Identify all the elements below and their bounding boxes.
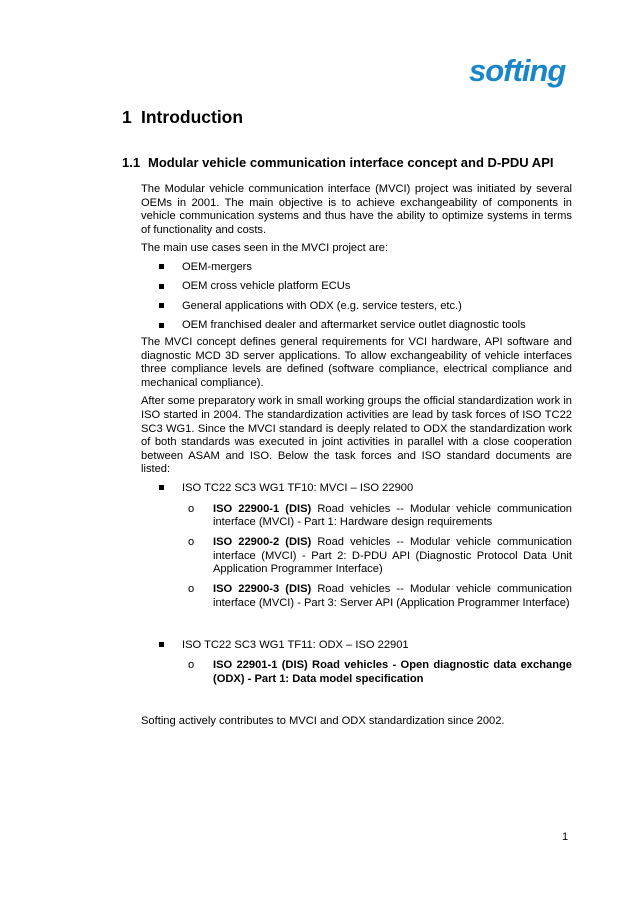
- logo-text: softing: [469, 53, 566, 88]
- subsection-heading: [122, 155, 553, 170]
- iso-document-item: [141, 503, 572, 530]
- softing-logo: [466, 52, 574, 92]
- bullet-icon: [159, 303, 164, 308]
- body-text: [141, 183, 572, 733]
- iso-document-list: [141, 503, 572, 611]
- iso-document-title: Road vehicles -- Modular vehicle communication interface (MVCI) - Part 3: Server API (Application Programmer Interface): [213, 583, 572, 609]
- iso-document-list: [141, 659, 572, 686]
- bullet-icon: [159, 264, 164, 269]
- list-item: OEM franchised dealer and aftermarket service outlet diagnostic tools: [141, 319, 572, 333]
- iso-document-title: Road vehicles -- Modular vehicle communication interface (MVCI) - Part 1: Hardware design requirements: [213, 502, 572, 529]
- iso-document-title: Road vehicles - Open diagnostic data exchange (ODX) - Part 1: Data model specification: [213, 659, 572, 685]
- iso-document-id: ISO 22900-1 (DIS): [213, 502, 312, 515]
- page-number: 1: [562, 831, 569, 843]
- paragraph-intro: The Modular vehicle communication interface (MVCI) project was initiated by several OEMs in 2001. The main objective is to achieve exchangeability of components in vehicle communication systems and thus have the ability to optimize systems in terms of functionality and costs.: [141, 183, 572, 236]
- bullet-icon: [159, 284, 164, 289]
- sub-bullet-icon: o: [188, 502, 195, 515]
- bullet-icon: [159, 485, 164, 490]
- paragraph-standardization: After some preparatory work in small working groups the official standardization work in ISO started in 2004. The standardization activities are lead by task forces of ISO TC22 SC3 WG1. Since the MVCI standard is deeply related to ODX the standardization work of both standards was executed in joint activities in parallel with a close cooperation between ASAM and ISO. Below the task forces and ISO standard documents are listed:: [141, 395, 572, 476]
- list-item: OEM-mergers: [141, 261, 572, 275]
- iso-document-item: [141, 536, 572, 577]
- paragraph-use-cases-lead: The main use cases seen in the MVCI project are:: [141, 242, 389, 255]
- iso-document-id: ISO 22900-3 (DIS): [213, 583, 312, 596]
- sub-bullet-icon: o: [188, 536, 195, 549]
- bullet-icon: [159, 323, 164, 328]
- iso-document-item: [141, 583, 572, 610]
- paragraph-closing: Softing actively contributes to MVCI and ODX standardization since 2002.: [141, 714, 505, 727]
- subsection-title: Modular vehicle communication interface concept and D-PDU API: [148, 155, 554, 170]
- section-title: Introduction: [141, 107, 244, 127]
- iso-document-id: ISO 22901-1 (DIS): [213, 659, 308, 672]
- bullet-icon: [159, 642, 164, 647]
- list-item: General applications with ODX (e.g. service testers, etc.): [141, 300, 572, 314]
- subsection-number: 1.1: [122, 155, 141, 170]
- iso-document-title: Road vehicles -- Modular vehicle communication interface (MVCI) - Part 2: D-PDU API (Diagnostic Protocol Data Unit Application Programmer Interface): [213, 536, 572, 576]
- task-force-list: [141, 639, 572, 653]
- section-number: 1: [122, 107, 132, 127]
- paragraph-compliance: The MVCI concept defines general requirements for VCI hardware, API software and diagnostic MCD 3D server applications. To allow exchangeability of vehicle interfaces three compliance levels are defined (software compliance, electrical compliance and mechanical compliance).: [141, 336, 572, 389]
- iso-document-item: [141, 659, 572, 686]
- task-force-label: ISO TC22 SC3 WG1 TF11: ODX – ISO 22901: [182, 638, 409, 651]
- use-case-list: [141, 261, 572, 333]
- task-force-list: [141, 482, 572, 496]
- sub-bullet-icon: o: [188, 659, 195, 672]
- sub-bullet-icon: o: [188, 583, 195, 596]
- task-force-item: [141, 482, 572, 496]
- section-heading: [122, 107, 243, 128]
- iso-document-id: ISO 22900-2 (DIS): [213, 536, 312, 549]
- task-force-item: [141, 639, 572, 653]
- task-force-label: ISO TC22 SC3 WG1 TF10: MVCI – ISO 22900: [182, 481, 414, 494]
- list-item: OEM cross vehicle platform ECUs: [141, 280, 572, 294]
